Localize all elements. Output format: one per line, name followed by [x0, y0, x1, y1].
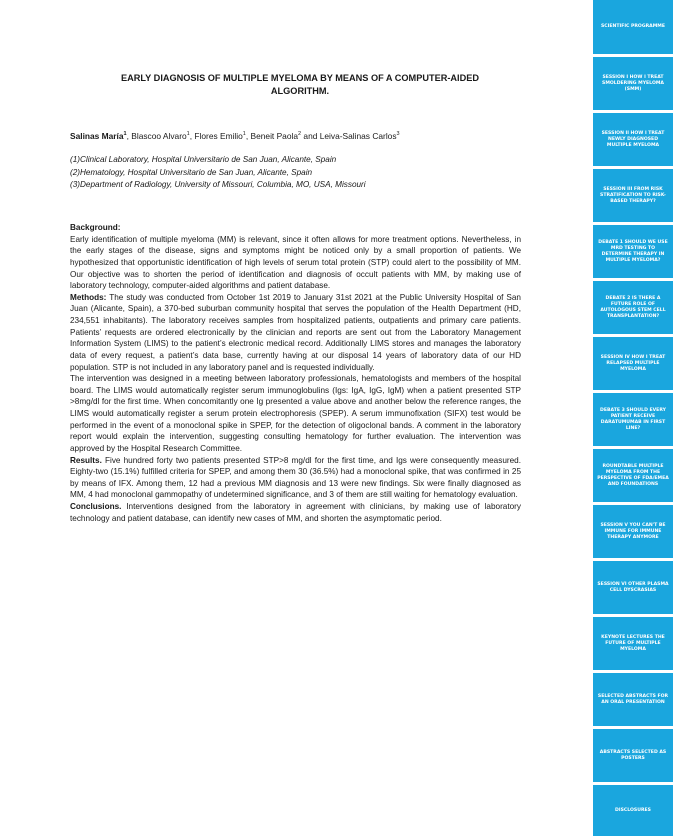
sidebar-item-session-3[interactable]: SESSION III FROM RISK STRATIFICATION TO RISK-BASED THERAPY?	[593, 169, 673, 222]
sidebar-item-keynote-lectures[interactable]: KEYNOTE LECTURES THE FUTURE OF MULTIPLE MYELOMA	[593, 617, 673, 670]
author-sup: 1	[186, 131, 190, 137]
abstract-body	[70, 222, 521, 524]
paper-title: EARLY DIAGNOSIS OF MULTIPLE MYELOMA BY MEANS OF A COMPUTER-AIDED ALGORITHM.	[121, 73, 479, 96]
sidebar-item-selected-abstracts[interactable]: SELECTED ABSTRACTS FOR AN ORAL PRESENTATION	[593, 673, 673, 726]
author-sup: 2	[298, 131, 302, 137]
author-sup: 1	[242, 131, 246, 137]
background-text: Early identification of multiple myeloma (MM) is relevant, since it often allows for more treatment options. Nevertheless, in the early stages of the disease, signs and symptoms might be noticed only by a small proportion of patients. We hypothesized that opportunistic identification of high levels of serum total protein (STP) could alert to the possibility of MM. Our objective was to shorten the period of identification and diagnosis of occult patients with MM, by making use of laboratory technology, computer-aided algorithms and patient database.	[70, 234, 521, 291]
sidebar-item-session-4[interactable]: SESSION IV HOW I TREAT RELAPSED MULTIPLE MYELOMA	[593, 337, 673, 390]
author-first: Salinas María	[70, 130, 124, 141]
author-name: Flores Emilio	[194, 130, 243, 141]
affiliation: (2)Hematology, Hospital Universitario de San Juan, Alicante, Spain	[70, 167, 313, 177]
sidebar-item-session-6[interactable]: SESSION VI OTHER PLASMA CELL DYSCRASIAS	[593, 561, 673, 614]
affiliations	[70, 154, 540, 192]
affiliation: (1)Clinical Laboratory, Hospital Universitario de San Juan, Alicante, Spain	[70, 155, 337, 164]
author-list: Salinas María$^1$, Blascoo Alvaro$^1$, Flores Emilio$^1$, Beneit Paola$^2$ and Leiva-Salinas Carlos$^3$	[70, 130, 400, 141]
author-name: Blascoo Alvaro	[131, 130, 187, 141]
conclusions-text: Interventions designed from the laboratory in agreement with clinicians, by making use of laboratory technology and patient database, can identify new cases of MM, and shorten the asymptomatic period.	[70, 502, 521, 523]
author-name: Beneit Paola	[250, 130, 299, 141]
sidebar-item-disclosures[interactable]: DISCLOSURES	[593, 785, 673, 836]
methods-heading: Methods:	[70, 292, 107, 302]
background-heading: Background:	[70, 223, 121, 232]
author-first-sup: 1	[123, 131, 127, 137]
results-text: Five hundred forty two patients presented STP>8 mg/dl for the first time, and Igs were consequently measured. Eighty-two (15.1%) fulfilled criteria for SPEP, and among them 30 (36.5%) had a monoclonal spike, that was confirmed in 25 by means of IFX. Among them, 12 had a previous MM diagnosis and 13 were new findings. Six were finally diagnosed as MM, 4 had monoclonal gammopathy of undetermined significance, and 3 of them are still waiting for hematology evaluation.	[70, 455, 521, 500]
programme-sidebar	[590, 0, 676, 836]
sidebar-item-session-5[interactable]: SESSION V YOU CAN'T BE IMMUNE FOR IMMUNE THERAPY ANYMORE	[593, 505, 673, 558]
sidebar-item-session-1[interactable]: SESSION I HOW I TREAT SMOLDERING MYELOMA (SMM)	[593, 57, 673, 110]
conclusions-heading: Conclusions.	[70, 502, 122, 511]
sidebar-item-abstracts-posters[interactable]: ABSTRACTS SELECTED AS POSTERS	[593, 729, 673, 782]
sidebar-item-debate-3[interactable]: DEBATE 3 SHOULD EVERY PATIENT RECEIVE DARATUMUMAB IN FIRST LINE?	[593, 393, 673, 446]
sidebar-item-debate-2[interactable]: DEBATE 2 IS THERE A FUTURE ROLE OF AUTOLOGOUS STEM CELL TRANSPLANTATION?	[593, 281, 673, 334]
author-name: Leiva-Salinas Carlos	[319, 130, 397, 141]
author-sup: 3	[396, 131, 400, 137]
sidebar-item-roundtable[interactable]: ROUNDTABLE MULTIPLE MYELOMA FROM THE PERSPECTIVE OF FDA/EMEA AND FOUNDATIONS	[593, 449, 673, 502]
sidebar-item-debate-1[interactable]: DEBATE 1 SHOULD WE USE MRD TESTING TO DETERMINE THERAPY IN MULTIPLE MYELOMA?	[593, 225, 673, 278]
sidebar-item-session-2[interactable]: SESSION II HOW I TREAT NEWLY DIAGNOSED MULTIPLE MYELOMA	[593, 113, 673, 166]
intervention-text: The intervention was designed in a meeting between laboratory professionals, hematologists and members of the hospital board. The LIMS would automatically register serum immunoglobulins (Igs: IgA, IgG, IgM) when a patient presented STP >8mg/dl for the first time. When concomitantly one Ig presented a value above and another below the reference ranges, the LIMS would automatically register a serum protein electrophoresis (SPEP). A serum immunofixation (SIFX) test would be performed in the event of a monoclonal spike in SPEP, for the detection of oligoclonal bands. A comment in the laboratory report would explain the intervention, suggesting consulting hematology for further evaluation. The intervention was approved by the Hospital Research Committee.	[70, 374, 521, 453]
results-heading: Results.	[70, 455, 102, 465]
affiliation: (3)Department of Radiology, University of Missouri, Columbia, MO, USA, Missouri	[70, 180, 366, 189]
sidebar-item-scientific-programme[interactable]: SCIENTIFIC PROGRAMME	[593, 0, 673, 54]
methods-text: The study was conducted from October 1st 2019 to January 31st 2021 at the Public University Hospital of San Juan (Alicante, Spain), a 370-bed suburban community hospital that serves the population of the Health Department (HD, 234,551 inhabitants). The laboratory receives samples from hospitalized patients, outpatients and primary care patients. Patients’ requests are ordered electronically by the clinician and reports are sent out from the Laboratory Management Information System (LIMS) to the patient’s electronic medical record. Additionally LIMS stores and manages the laboratory data of every request, a patient’s data base, currently having at our disposal 14 years of laboratory data of our HD population. STP is not included in any laboratory panel and is requested individually.	[70, 292, 521, 372]
